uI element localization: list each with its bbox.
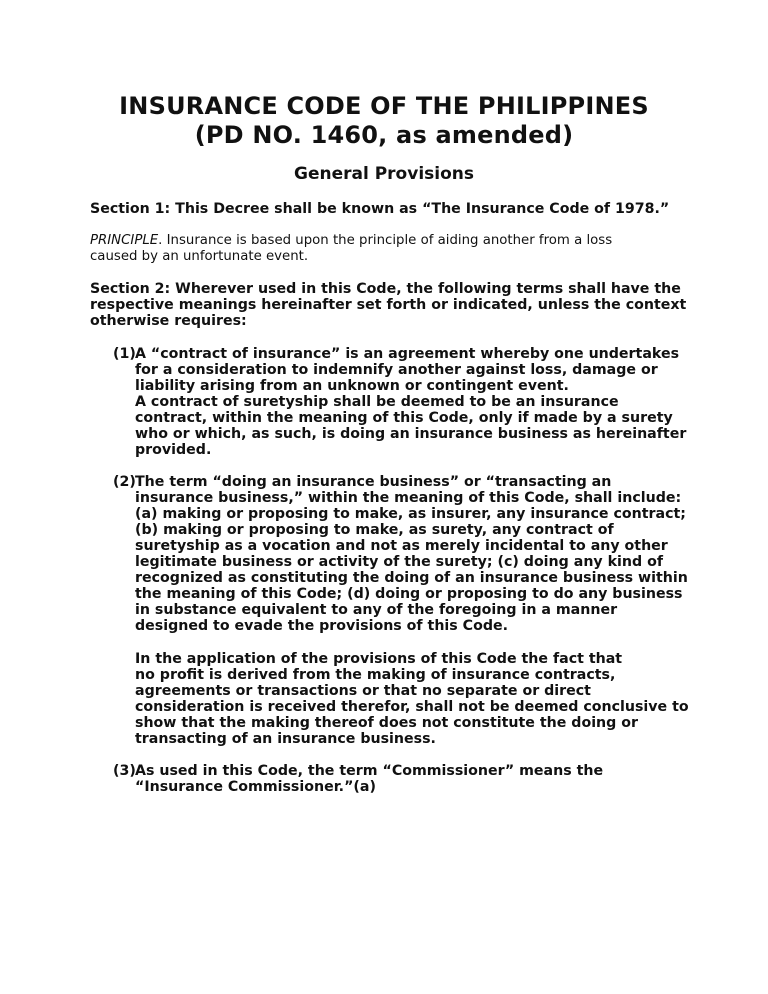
list-item-text: The term “doing an insurance business” or “transacting an insurance business,” within the meaning of this Code, shall include: (a) making or proposing to make, as insurer, any insurance contract; (b) making or proposing to make, as surety, any contract of suretyship as a vocation and not as merely incidental to any other legitimate business or activity of the surety; (c) doing any kind of recognized as constituting the doing of an insurance business within the meaning of this Code; (d) doing or proposing to do any business in substance equivalent to any of the foregoing in a manner designed to evade the provisions of this Code. [135,474,688,634]
list-item-number: (3) [113,763,136,779]
section-heading: General Provisions [294,164,474,184]
list-item-number: (2) [113,474,136,490]
list-item-number: (1) [113,346,136,362]
principle-text: . Insurance is based upon the principle of aiding another from a loss caused by an unfortunate event. [90,233,613,264]
document-title-line2: (PD NO. 1460, as amended) [194,121,574,149]
item-2-followup-paragraph: In the application of the provisions of this Code the fact that no profit is derived from the making of insurance contracts, agreements or transactions or that no separate or direct consideration is received therefor, shall not be deemed conclusive to show that the making thereof does not constitute the doing or transacting of an insurance business. [135,651,689,747]
document-title-line1: INSURANCE CODE OF THE PHILIPPINES [119,92,649,120]
list-item-text: As used in this Code, the term “Commissioner” means the “Insurance Commissioner.”(a) [135,763,604,795]
list-item-text: A “contract of insurance” is an agreement whereby one undertakes for a consideration to indemnify another against loss, damage or liability arising from an unknown or contingent event. A contract of suretyship shall be deemed to be an insurance contract, within the meaning of this Code, only if made by a surety who or which, as such, is doing an insurance business as hereinafter provided. [135,346,687,458]
section-2-text: Section 2: Wherever used in this Code, the following terms shall have the respective meanings hereinafter set forth or indicated, unless the context otherwise requires: [90,281,687,329]
principle-label: PRINCIPLE [90,233,159,248]
principle-paragraph [90,233,690,265]
section-1-text: Section 1: This Decree shall be known as “The Insurance Code of 1978.” [90,201,670,217]
